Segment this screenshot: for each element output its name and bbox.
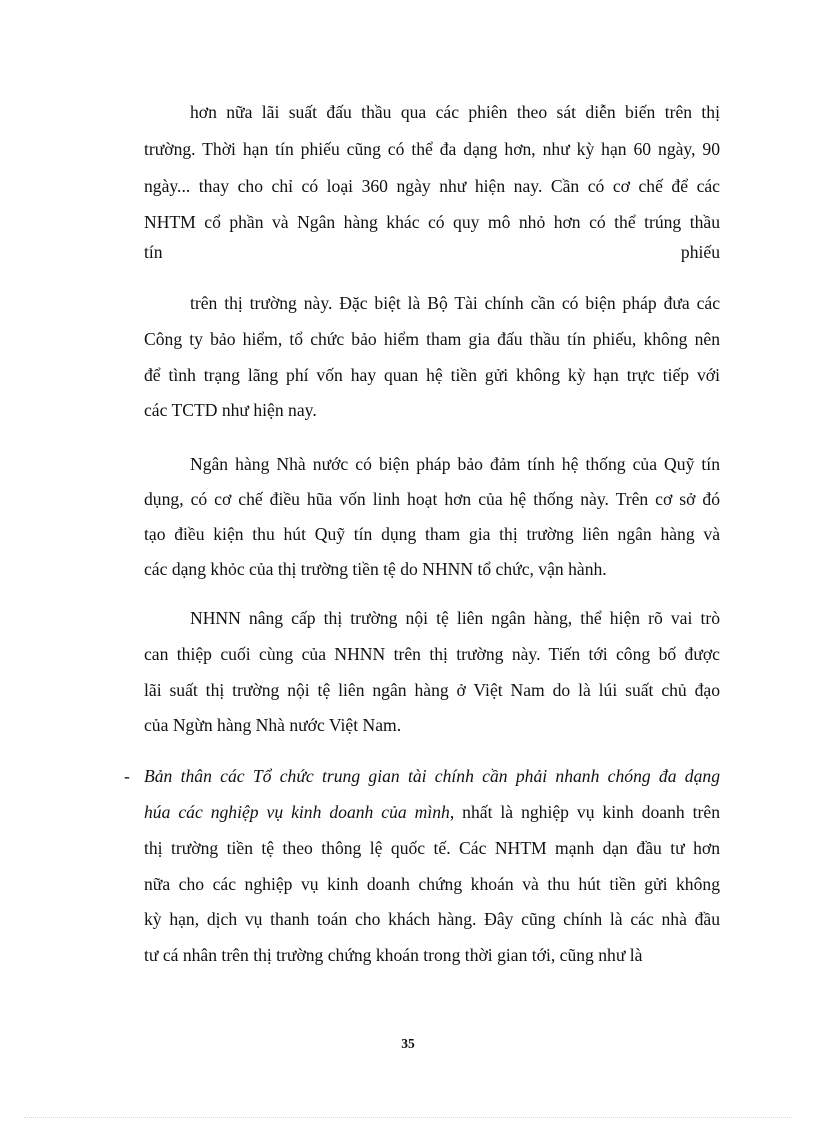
paragraph-1-line-1: hơn nữa lãi suất đấu thầu qua các phiên theo sát diễn biến trên thị bbox=[190, 102, 720, 122]
paragraph-1-line-2: trường. Thời hạn tín phiếu cũng có thể đa dạng hơn, như kỳ hạn 60 ngày, 90 bbox=[144, 139, 720, 159]
paragraph-2-line-2: Công ty bảo hiểm, tổ chức bảo hiểm tham gia đấu thầu tín phiếu, không nên bbox=[144, 329, 720, 349]
bullet-line-5: kỳ hạn, dịch vụ thanh toán cho khách hàng. Đây cũng chính là các nhà đầu bbox=[144, 909, 720, 929]
bullet-line-2 bbox=[144, 794, 720, 830]
paragraph-3-line-3: tạo điều kiện thu hút Quỹ tín dụng tham gia thị trường liên ngân hàng và bbox=[144, 524, 720, 544]
paragraph-3-line-2: dụng, có cơ chế điều hũa vốn linh hoạt hơn của hệ thống này. Trên cơ sở đó bbox=[144, 489, 720, 509]
paragraph-1-split-line bbox=[144, 234, 720, 270]
bullet-line-6: tư cá nhân trên thị trường chứng khoán trong thời gian tới, cũng như là bbox=[144, 945, 643, 965]
paragraph-4-line-4: của Ngừn hàng Nhà nước Việt Nam. bbox=[144, 715, 402, 735]
list-bullet-dash: - bbox=[124, 766, 130, 786]
paragraph-1-line-4: NHTM cổ phần và Ngân hàng khác có quy mô nhỏ hơn có thể trúng thầu bbox=[144, 212, 720, 232]
bullet-line-4: nữa cho các nghiệp vụ kinh doanh chứng khoán và thu hút tiền gửi không bbox=[144, 874, 720, 894]
footer-divider bbox=[24, 1117, 792, 1118]
paragraph-3-line-4: các dạng khỏc của thị trường tiền tệ do NHNN tổ chức, vận hành. bbox=[144, 559, 607, 579]
page-number: 35 bbox=[401, 1036, 415, 1051]
bullet-emphasis-1: Bản thân các Tổ chức trung gian tài chính cần phải nhanh chóng đa dạng bbox=[144, 766, 720, 786]
paragraph-1-line-3: ngày... thay cho chỉ có loại 360 ngày như hiện nay. Cần có cơ chế để các bbox=[144, 176, 720, 196]
paragraph-2-line-4: các TCTD như hiện nay. bbox=[144, 400, 317, 420]
paragraph-4-line-1: NHNN nâng cấp thị trường nội tệ liên ngân hàng, thể hiện rõ vai trò bbox=[190, 608, 720, 628]
bullet-line-1 bbox=[144, 758, 720, 794]
bullet-emphasis-2: húa các nghiệp vụ kinh doanh của mình bbox=[144, 802, 450, 822]
paragraph-2-line-1: trên thị trường này. Đặc biệt là Bộ Tài chính cần có biện pháp đưa các bbox=[190, 293, 720, 313]
split-line-right-word: phiếu bbox=[680, 242, 720, 262]
paragraph-4-line-3: lãi suất thị trường nội tệ liên ngân hàng ở Việt Nam do là lúi suất chủ đạo bbox=[144, 680, 720, 700]
split-line-left-word: tín bbox=[144, 242, 163, 262]
paragraph-4-line-2: can thiệp cuối cùng của NHNN trên thị trường này. Tiến tới công bố được bbox=[144, 644, 720, 664]
bullet-line-2-rest: , nhất là nghiệp vụ kinh doanh trên bbox=[449, 802, 720, 822]
paragraph-2-line-3: để tình trạng lãng phí vốn hay quan hệ tiền gửi không kỳ hạn trực tiếp với bbox=[144, 365, 720, 385]
bullet-line-3: thị trường tiền tệ theo thông lệ quốc tế. Các NHTM mạnh dạn đầu tư hơn bbox=[144, 838, 720, 858]
paragraph-3-line-1: Ngân hàng Nhà nước có biện pháp bảo đảm tính hệ thống của Quỹ tín bbox=[190, 454, 720, 474]
